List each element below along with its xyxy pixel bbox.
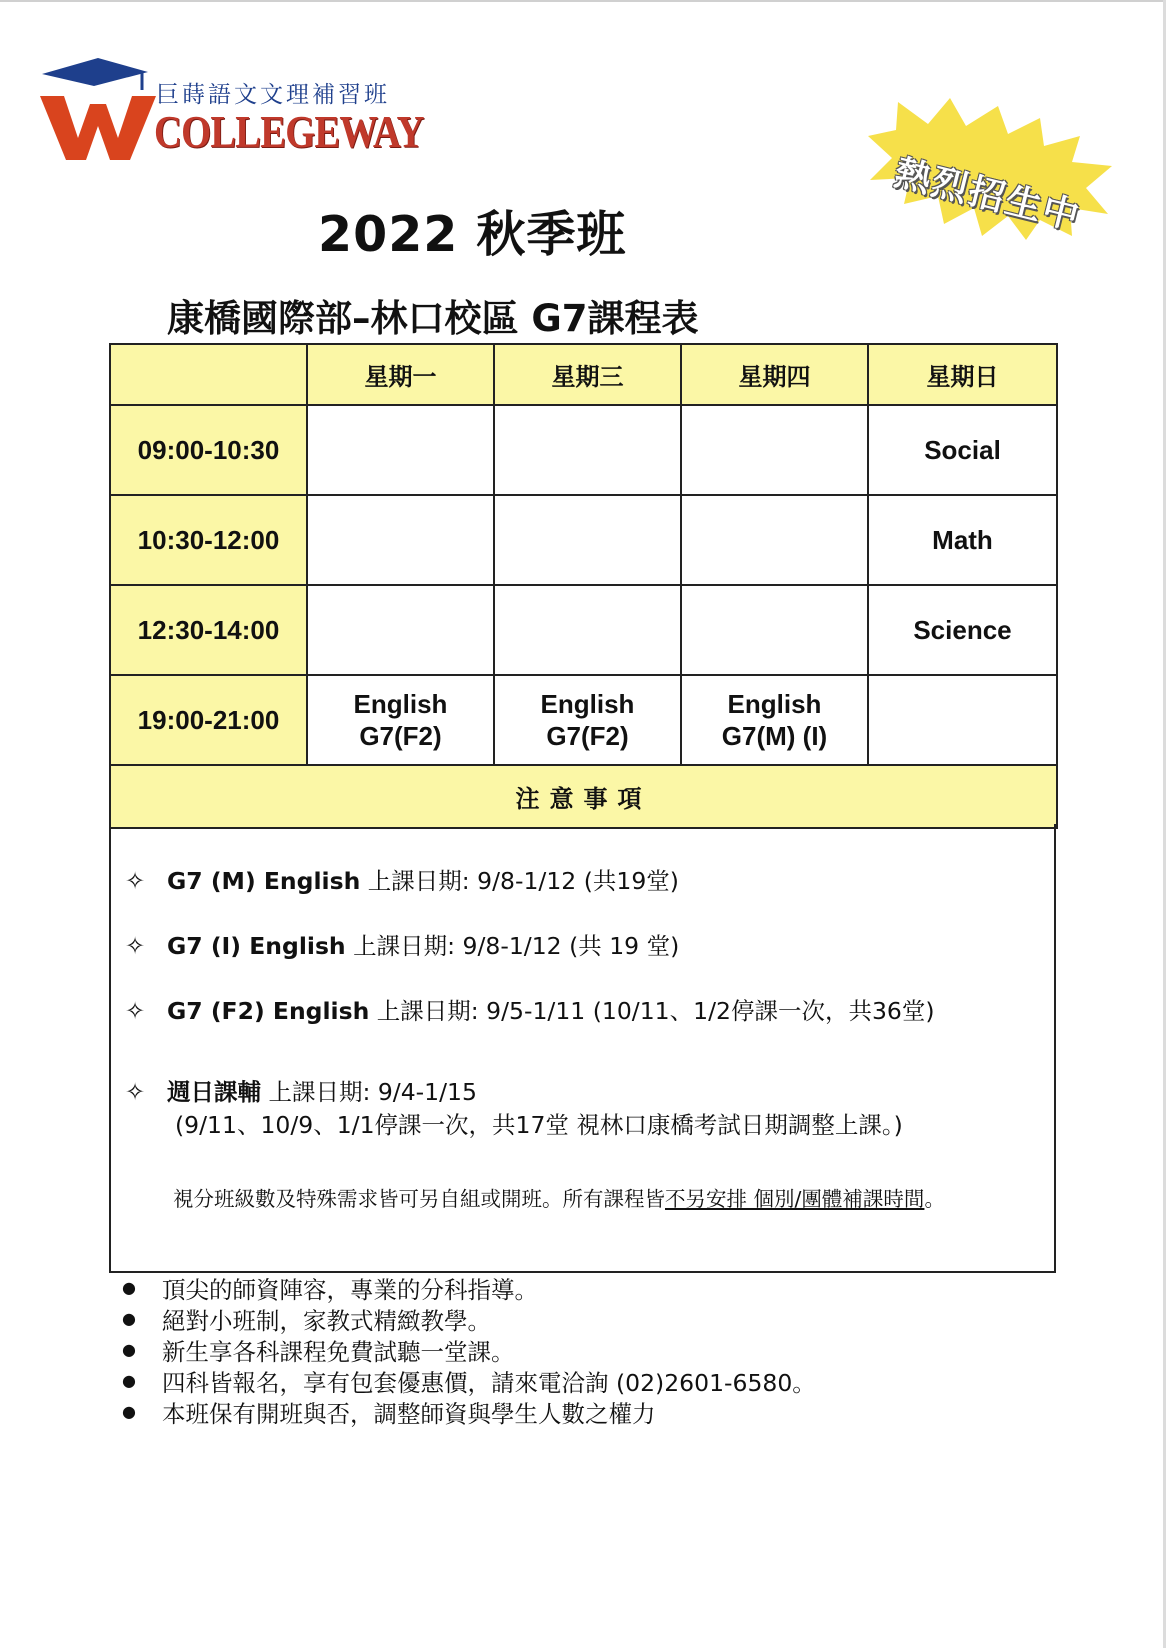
note-label: 週日課輔 [167, 1078, 261, 1106]
list-item-text: 四科皆報名，享有包套優惠價，請來電洽詢 (02)2601-6580。 [162, 1368, 816, 1397]
note-text: 上課日期: 9/8-1/12 (共 19 堂) [345, 932, 680, 960]
page-title: 2022 秋季班 [318, 206, 627, 263]
sparkle-icon: ✧ [125, 867, 146, 895]
class-cell [307, 495, 494, 585]
list-item-text: 新生享各科課程免費試聽一堂課。 [162, 1337, 515, 1366]
class-cell [681, 675, 868, 765]
note-item [125, 927, 679, 961]
badge-text: 熱烈招生中 [890, 152, 1085, 239]
feature-list [122, 1272, 816, 1427]
time-slot: 10:30-12:00 [110, 495, 307, 585]
corner-cell [110, 344, 307, 405]
time-slot: 09:00-10:30 [110, 405, 307, 495]
bullet-icon: ● [122, 1340, 136, 1359]
schedule-row [110, 405, 1057, 495]
list-item-text: 絕對小班制，家教式精緻教學。 [162, 1306, 491, 1335]
class-cell [868, 675, 1057, 765]
policy-end: 。 [924, 1187, 945, 1211]
bullet-icon: ● [122, 1278, 136, 1297]
day-header: 星期三 [494, 344, 681, 405]
note-item [125, 862, 679, 896]
bullet-icon: ● [122, 1371, 136, 1390]
class-cell [494, 675, 681, 765]
logo-chinese-name: 巨蒔語文文理補習班 [156, 82, 390, 108]
notes-box [109, 824, 1056, 1273]
note-label: G7 (I) English [167, 932, 346, 960]
time-slot: 12:30-14:00 [110, 585, 307, 675]
note-text: 上課日期: 9/4-1/15 [261, 1078, 477, 1106]
list-item [122, 1334, 816, 1365]
sparkle-icon: ✧ [125, 1078, 146, 1106]
class-subject: English [353, 689, 448, 719]
page-top-border [0, 0, 1166, 2]
class-cell [494, 585, 681, 675]
schedule-row [110, 675, 1057, 765]
day-header: 星期四 [681, 344, 868, 405]
schedule-table [109, 343, 1058, 829]
schedule-header-row [110, 344, 1057, 405]
day-header: 星期日 [868, 344, 1057, 405]
list-item-text: 本班保有開班與否，調整師資與學生人數之權力 [162, 1399, 656, 1428]
collegeway-logo [38, 52, 424, 172]
class-cell [307, 405, 494, 495]
class-cell [681, 495, 868, 585]
class-subject: English [540, 689, 635, 719]
note-label: G7 (F2) English [167, 997, 370, 1025]
notes-header: 注意事項 [110, 765, 1057, 828]
logo-english-name: COLLEGEWAY [154, 107, 424, 157]
class-subject: English [727, 689, 822, 719]
class-cell: Science [868, 585, 1057, 675]
sparkle-icon: ✧ [125, 932, 146, 960]
day-header: 星期一 [307, 344, 494, 405]
notes-header-row [110, 765, 1057, 828]
schedule-row [110, 495, 1057, 585]
class-group: G7(F2) [359, 721, 442, 751]
class-cell [681, 585, 868, 675]
note-continuation: (9/11、10/9、1/1停課一次，共17堂 視林口康橋考試日期調整上課。) [175, 1111, 903, 1139]
note-text: 上課日期: 9/5-1/11 (10/11、1/2停課一次，共36堂) [369, 997, 935, 1025]
class-cell: Math [868, 495, 1057, 585]
class-cell [681, 405, 868, 495]
note-text: 上課日期: 9/8-1/12 (共19堂) [360, 867, 679, 895]
page-subtitle: 康橋國際部–林口校區 G7課程表 [167, 297, 699, 340]
list-item [122, 1365, 816, 1396]
list-item [122, 1396, 816, 1427]
sparkle-icon: ✧ [125, 997, 146, 1025]
class-group: G7(M) (I) [721, 721, 828, 751]
note-label: G7 (M) English [167, 867, 361, 895]
policy-underlined: 不另安排 個別/團體補課時間 [665, 1187, 925, 1211]
list-item [122, 1303, 816, 1334]
policy-text: 視分班級數及特殊需求皆可另自組或開班。所有課程皆 [173, 1187, 665, 1211]
list-item-text: 頂尖的師資陣容，專業的分科指導。 [162, 1275, 538, 1304]
schedule-row [110, 585, 1057, 675]
class-cell [494, 405, 681, 495]
class-cell [494, 495, 681, 585]
policy-note [173, 1182, 945, 1212]
time-slot: 19:00-21:00 [110, 675, 307, 765]
class-cell [307, 675, 494, 765]
class-cell [307, 585, 494, 675]
list-item [122, 1272, 816, 1303]
note-item [125, 992, 935, 1026]
bullet-icon: ● [122, 1402, 136, 1421]
recruiting-badge [858, 96, 1120, 242]
note-item [125, 1073, 477, 1107]
class-group: G7(F2) [546, 721, 629, 751]
bullet-icon: ● [122, 1309, 136, 1328]
class-cell: Social [868, 405, 1057, 495]
